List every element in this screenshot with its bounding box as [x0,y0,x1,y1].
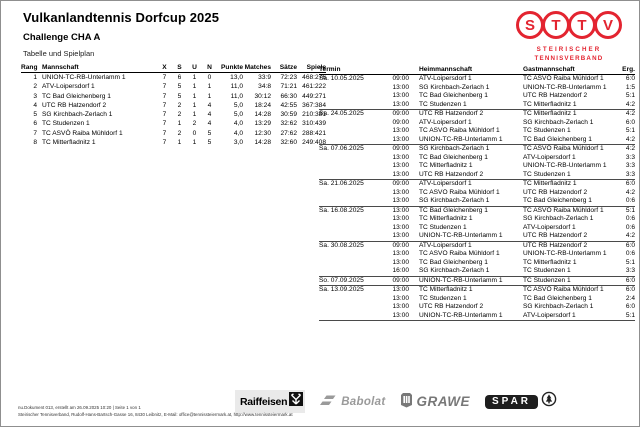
match-result: 3:3 [625,267,635,274]
guest-team: TC Mitterfladnitz 1 [523,180,577,187]
schedule-group [319,179,635,206]
match-result: 6:0 [625,180,635,187]
match-date: So. 07.09.2025 [319,276,364,284]
home-team: TC Mitterfladnitz 1 [419,162,473,169]
sttv-logo-text-1: STEIRISCHER [536,46,602,53]
u-value: 1 [192,111,197,119]
matches-value: 30:12 [254,92,271,100]
punkte-value: 11,0 [230,83,243,91]
home-team: ATV-Loipersdorf 1 [419,118,472,126]
babolat-logo [320,394,385,409]
u-value: 1 [192,92,197,100]
col-s: S [177,64,182,71]
home-team: TC Bad Gleichenberg 1 [419,92,488,99]
guest-team: ATV-Loipersdorf 1 [523,223,576,231]
standings-header-row [21,63,326,73]
spiele-value: 249:408 [302,139,326,147]
matches-value: 18:24 [254,101,271,109]
guest-team: TC Studenzen 1 [523,170,571,178]
page-subheading: Tabelle und Spielplan [23,49,95,58]
spiele-value: 310:439 [302,120,326,128]
match-result: 5:1 [625,311,635,319]
match-time: 13:00 [392,303,409,310]
match-time: 16:00 [392,267,409,274]
guest-team: TC ASVÖ Raiba Mühldorf 1 [523,145,604,152]
standings-row [21,101,326,110]
col-n: N [207,64,212,71]
home-team: SG Kirchbach-Zerlach 1 [419,83,490,91]
standings-row [21,73,326,82]
standings-table [21,63,326,147]
match-result: 6:0 [625,286,635,293]
schedule-group [319,285,635,320]
team-name: TC Studenzen 1 [42,120,90,128]
match-time: 13:00 [392,153,409,161]
grawe-crest-icon [400,392,413,411]
match-result: 5:1 [625,206,635,214]
match-result: 4:2 [625,110,635,117]
match-result: 3:3 [625,170,635,178]
sttv-logo [509,11,629,62]
sttv-letter-t1-icon: T [542,11,570,39]
home-team: ATV-Loipersdorf 1 [419,241,472,249]
match-time: 13:00 [392,215,409,222]
match-row [319,197,635,206]
home-team: TC ASVÖ Raiba Mühldorf 1 [419,250,500,257]
home-team: TC Mitterfladnitz 1 [419,286,473,293]
home-team: UTC RB Hatzendorf 2 [419,303,484,310]
saetze-value: 42:55 [280,101,297,109]
guest-team: TC Bad Gleichenberg 1 [523,294,592,302]
guest-team: TC Mitterfladnitz 1 [523,100,577,108]
standings-row [21,92,326,101]
match-date: Sa. 30.08.2025 [319,241,364,249]
babolat-label: Babolat [341,395,386,408]
home-team: UNION-TC-RB-Unterlamm 1 [419,232,503,239]
footer-line-1: nu.Dokument 013, erstellt am 26.09.2025 10:20 | Seite 1 von 1 [18,405,141,411]
document-footer [18,405,293,419]
x-value: 7 [162,120,167,128]
col-heimmannschaft: Heimmannschaft [419,66,473,73]
page-subtitle: Challenge CHA A [23,32,101,43]
match-result: 4:2 [625,188,635,196]
col-x: X [162,64,167,71]
sttv-letter-s-icon: S [516,11,544,39]
match-time: 13:00 [392,223,409,231]
match-date: Sa. 07.06.2025 [319,145,364,152]
spiele-value: 288:421 [302,129,326,137]
guest-team: TC Mitterfladnitz 1 [523,258,577,266]
n-value: 0 [207,74,212,81]
match-time: 13:00 [392,83,409,91]
x-value: 7 [162,101,167,109]
match-time: 09:00 [392,110,409,117]
standings-row [21,119,326,128]
saetze-value: 71:21 [280,83,297,91]
sttv-letter-v-icon: V [594,11,622,39]
match-result: 6:0 [625,276,635,284]
home-team: TC Studenzen 1 [419,294,467,302]
schedule-group [319,206,635,241]
match-time: 13:00 [392,135,409,143]
saetze-value: 30:59 [280,111,297,119]
punkte-value: 5,0 [233,111,243,119]
standings-row [21,82,326,91]
spiele-value: 461:222 [302,83,326,91]
match-time: 13:00 [392,294,409,302]
home-team: SG Kirchbach-Zerlach 1 [419,267,490,274]
match-time: 09:00 [392,241,409,249]
match-date: Sa. 24.05.2025 [319,110,364,117]
home-team: TC Bad Gleichenberg 1 [419,206,488,214]
match-row [319,267,635,276]
match-row [319,171,635,180]
match-time: 13:00 [392,188,409,196]
saetze-value: 32:62 [280,120,297,128]
matches-value: 13:29 [254,120,271,128]
document-header [23,10,219,58]
home-team: UTC RB Hatzendorf 2 [419,170,484,178]
schedule-group [319,241,635,276]
match-result: 2:4 [625,294,635,302]
match-row [319,295,635,304]
rank-value: 1 [33,74,37,81]
match-result: 4:2 [625,145,635,152]
rank-value: 3 [33,92,37,100]
home-team: TC Bad Gleichenberg 1 [419,258,488,266]
match-time: 13:00 [392,100,409,108]
n-value: 1 [207,83,212,91]
match-time: 09:00 [392,276,409,284]
match-time: 13:00 [392,162,409,169]
grawe-label: GRAWE [416,394,470,409]
spiele-value: 449:271 [302,92,326,100]
s-value: 2 [177,101,182,109]
guest-team: SG Kirchbach-Zerlach 1 [523,215,594,222]
guest-team: UTC RB Hatzendorf 2 [523,232,588,239]
n-value: 5 [207,129,212,137]
match-result: 4:2 [625,100,635,108]
rank-value: 5 [33,111,37,119]
matches-value: 12:30 [254,129,271,137]
match-result: 4:2 [625,135,635,143]
match-result: 6:0 [625,241,635,249]
punkte-value: 3,0 [233,139,243,147]
home-team: TC ASVÖ Raiba Mühldorf 1 [419,188,500,196]
match-row [319,92,635,101]
col-termin: Termin [319,66,341,73]
guest-team: TC Studenzen 1 [523,276,571,284]
spiele-value: 210:381 [302,111,326,119]
match-result: 6:0 [625,303,635,310]
guest-team: TC Studenzen 1 [523,127,571,134]
matches-value: 14:28 [254,139,271,147]
matches-value: 14:28 [254,111,271,119]
guest-team: UNION-TC-RB-Unterlamm 1 [523,162,607,169]
col-gastmannschaft: Gastmannschaft [523,66,575,73]
match-time: 09:00 [392,180,409,187]
guest-team: UTC RB Hatzendorf 2 [523,188,588,196]
match-row [319,242,635,251]
match-row [319,127,635,136]
grawe-logo [400,392,470,411]
guest-team: ATV-Loipersdorf 1 [523,153,576,161]
guest-team: UNION-TC-RB-Unterlamm 1 [523,83,607,91]
x-value: 7 [162,83,167,91]
match-row [319,189,635,198]
schedule-group [319,276,635,286]
match-row [319,110,635,119]
home-team: TC Studenzen 1 [419,223,467,231]
raiffeisen-label: Raiffeisen [240,395,288,408]
team-name: UTC RB Hatzendorf 2 [42,101,107,109]
n-value: 4 [207,111,212,119]
s-value: 2 [177,129,182,137]
col-matches: Matches [244,64,271,71]
home-team: UNION-TC-RB-Unterlamm 1 [419,135,503,143]
s-value: 1 [177,120,182,128]
match-row [319,207,635,216]
match-row [319,312,635,321]
standings-row [21,110,326,119]
u-value: 1 [192,74,197,81]
guest-team: TC Bad Gleichenberg 1 [523,135,592,143]
guest-team: UTC RB Hatzendorf 2 [523,241,588,249]
s-value: 5 [177,92,182,100]
match-time: 13:00 [392,258,409,266]
match-time: 13:00 [392,286,409,293]
team-name: ATV-Loipersdorf 1 [42,83,95,91]
rank-value: 6 [33,120,37,128]
col-punkte: Punkte [221,64,243,71]
home-team: ATV-Loipersdorf 1 [419,180,472,187]
match-time: 13:00 [392,197,409,204]
match-result: 6:0 [625,75,635,82]
match-time: 13:00 [392,127,409,134]
schedule-groups [319,75,635,321]
match-time: 13:00 [392,250,409,257]
x-value: 7 [162,92,167,100]
s-value: 1 [177,139,182,147]
match-result: 4:2 [625,232,635,239]
col-mannschaft: Mannschaft [42,64,79,71]
punkte-value: 11,0 [230,92,243,100]
col-spiele: Spiele [306,64,326,71]
match-row [319,180,635,189]
match-result: 0:6 [625,197,635,204]
match-time: 13:00 [392,311,409,319]
match-result: 5:1 [625,127,635,134]
x-value: 7 [162,111,167,119]
guest-team: SG Kirchbach-Zerlach 1 [523,303,594,310]
match-result: 0:6 [625,250,635,257]
home-team: UNION-TC-RB-Unterlamm 1 [419,311,503,319]
spar-logo [485,391,557,412]
match-row [319,259,635,268]
rank-value: 2 [33,83,37,91]
matches-value: 34:8 [258,83,271,91]
saetze-value: 32:60 [280,139,297,147]
punkte-value: 4,0 [233,129,243,137]
team-name: UNION-TC-RB-Unterlamm 1 [42,74,126,81]
guest-team: SG Kirchbach-Zerlach 1 [523,118,594,126]
home-team: SG Kirchbach-Zerlach 1 [419,197,490,204]
match-row [319,250,635,259]
col-erg: Erg. [622,66,635,73]
match-row [319,119,635,128]
match-time: 13:00 [392,92,409,99]
match-result: 1:5 [625,83,635,91]
match-row [319,75,635,84]
home-team: TC ASVÖ Raiba Mühldorf 1 [419,127,500,134]
u-value: 1 [192,101,197,109]
spar-tree-icon [541,391,557,412]
match-row [319,277,635,286]
babolat-stripes-icon [320,394,337,409]
match-date: Sa. 13.09.2025 [319,286,364,293]
guest-team: UTC RB Hatzendorf 2 [523,92,588,99]
home-team: TC Mitterfladnitz 1 [419,215,473,222]
rank-value: 4 [33,101,37,109]
rank-value: 8 [33,139,37,147]
schedule-header-row [319,63,635,75]
match-row [319,145,635,154]
match-result: 5:1 [625,92,635,99]
punkte-value: 4,0 [233,120,243,128]
home-team: ATV-Loipersdorf 1 [419,75,472,82]
match-row [319,224,635,233]
s-value: 6 [177,74,182,81]
match-time: 13:00 [392,232,409,239]
spiele-value: 367:384 [302,101,326,109]
home-team: TC Studenzen 1 [419,100,467,108]
guest-team: TC Mitterfladnitz 1 [523,110,577,117]
saetze-value: 72:23 [280,74,297,81]
punkte-value: 5,0 [233,101,243,109]
match-result: 6:0 [625,118,635,126]
sttv-letter-t2-icon: T [568,11,596,39]
guest-team: UNION-TC-RB-Unterlamm 1 [523,250,607,257]
guest-team: ATV-Loipersdorf 1 [523,311,576,319]
match-time: 13:00 [392,170,409,178]
u-value: 0 [192,129,197,137]
matches-value: 33:9 [258,74,271,81]
team-name: TC Mitterfladnitz 1 [42,139,96,147]
x-value: 7 [162,74,167,81]
n-value: 4 [207,101,212,109]
standings-row [21,138,326,147]
guest-team: TC ASVÖ Raiba Mühldorf 1 [523,206,604,214]
match-date: Sa. 21.06.2025 [319,180,364,187]
home-team: UNION-TC-RB-Unterlamm 1 [419,276,503,284]
saetze-value: 27:62 [280,129,297,137]
match-result: 3:3 [625,162,635,169]
sttv-logo-text-2: TENNISVERBAND [534,55,604,62]
s-value: 2 [177,111,182,119]
n-value: 1 [207,92,212,100]
match-row [319,154,635,163]
match-row [319,101,635,110]
team-name: TC ASVÖ Raiba Mühldorf 1 [42,129,123,137]
match-time: 13:00 [392,206,409,214]
match-result: 5:1 [625,258,635,266]
standings-row [21,129,326,138]
schedule-group [319,144,635,179]
match-row [319,232,635,241]
home-team: SG Kirchbach-Zerlach 1 [419,145,490,152]
match-row [319,286,635,295]
sttv-logo-circles-icon [509,11,629,39]
home-team: UTC RB Hatzendorf 2 [419,110,484,117]
match-row [319,136,635,145]
n-value: 4 [207,120,212,128]
footer-line-2: Steirischer Tennisverband, Rudolf-Hans-Bartsch-Gasse 16, 8430 Leibnitz, E-Mail: office@tennissteiermark.at, http://www.tennissteiermark.at [18,412,293,418]
home-team: TC Bad Gleichenberg 1 [419,153,488,161]
u-value: 1 [192,139,197,147]
spiele-value: 468:276 [302,74,326,81]
match-result: 3:3 [625,153,635,161]
n-value: 5 [207,139,212,147]
s-value: 5 [177,83,182,91]
match-row [319,303,635,312]
match-date: Sa. 10.05.2025 [319,75,364,82]
match-date: Sa. 16.08.2025 [319,206,364,214]
guest-team: TC Bad Gleichenberg 1 [523,197,592,204]
saetze-value: 66:30 [280,92,297,100]
match-row [319,162,635,171]
match-result: 0:6 [625,215,635,222]
match-time: 09:00 [392,145,409,152]
match-row [319,215,635,224]
x-value: 7 [162,129,167,137]
rank-value: 7 [33,129,37,137]
col-u: U [192,64,197,71]
col-rang: Rang [21,64,38,71]
guest-team: TC ASVÖ Raiba Mühldorf 1 [523,286,604,293]
team-name: SG Kirchbach-Zerlach 1 [42,111,113,119]
spar-label: SPAR [485,395,538,409]
x-value: 7 [162,139,167,147]
match-result: 0:6 [625,223,635,231]
punkte-value: 13,0 [230,74,243,81]
guest-team: TC ASVÖ Raiba Mühldorf 1 [523,75,604,82]
schedule-group [319,75,635,109]
schedule-group [319,109,635,144]
match-time: 09:00 [392,118,409,126]
schedule-table [319,63,635,321]
page-title: Vulkanlandtennis Dorfcup 2025 [23,10,220,25]
u-value: 1 [192,83,197,91]
match-time: 09:00 [392,75,409,82]
u-value: 2 [192,120,197,128]
col-saetze: Sätze [279,64,297,71]
team-name: TC Bad Gleichenberg 1 [42,92,111,100]
match-row [319,84,635,93]
guest-team: TC Studenzen 1 [523,267,571,274]
